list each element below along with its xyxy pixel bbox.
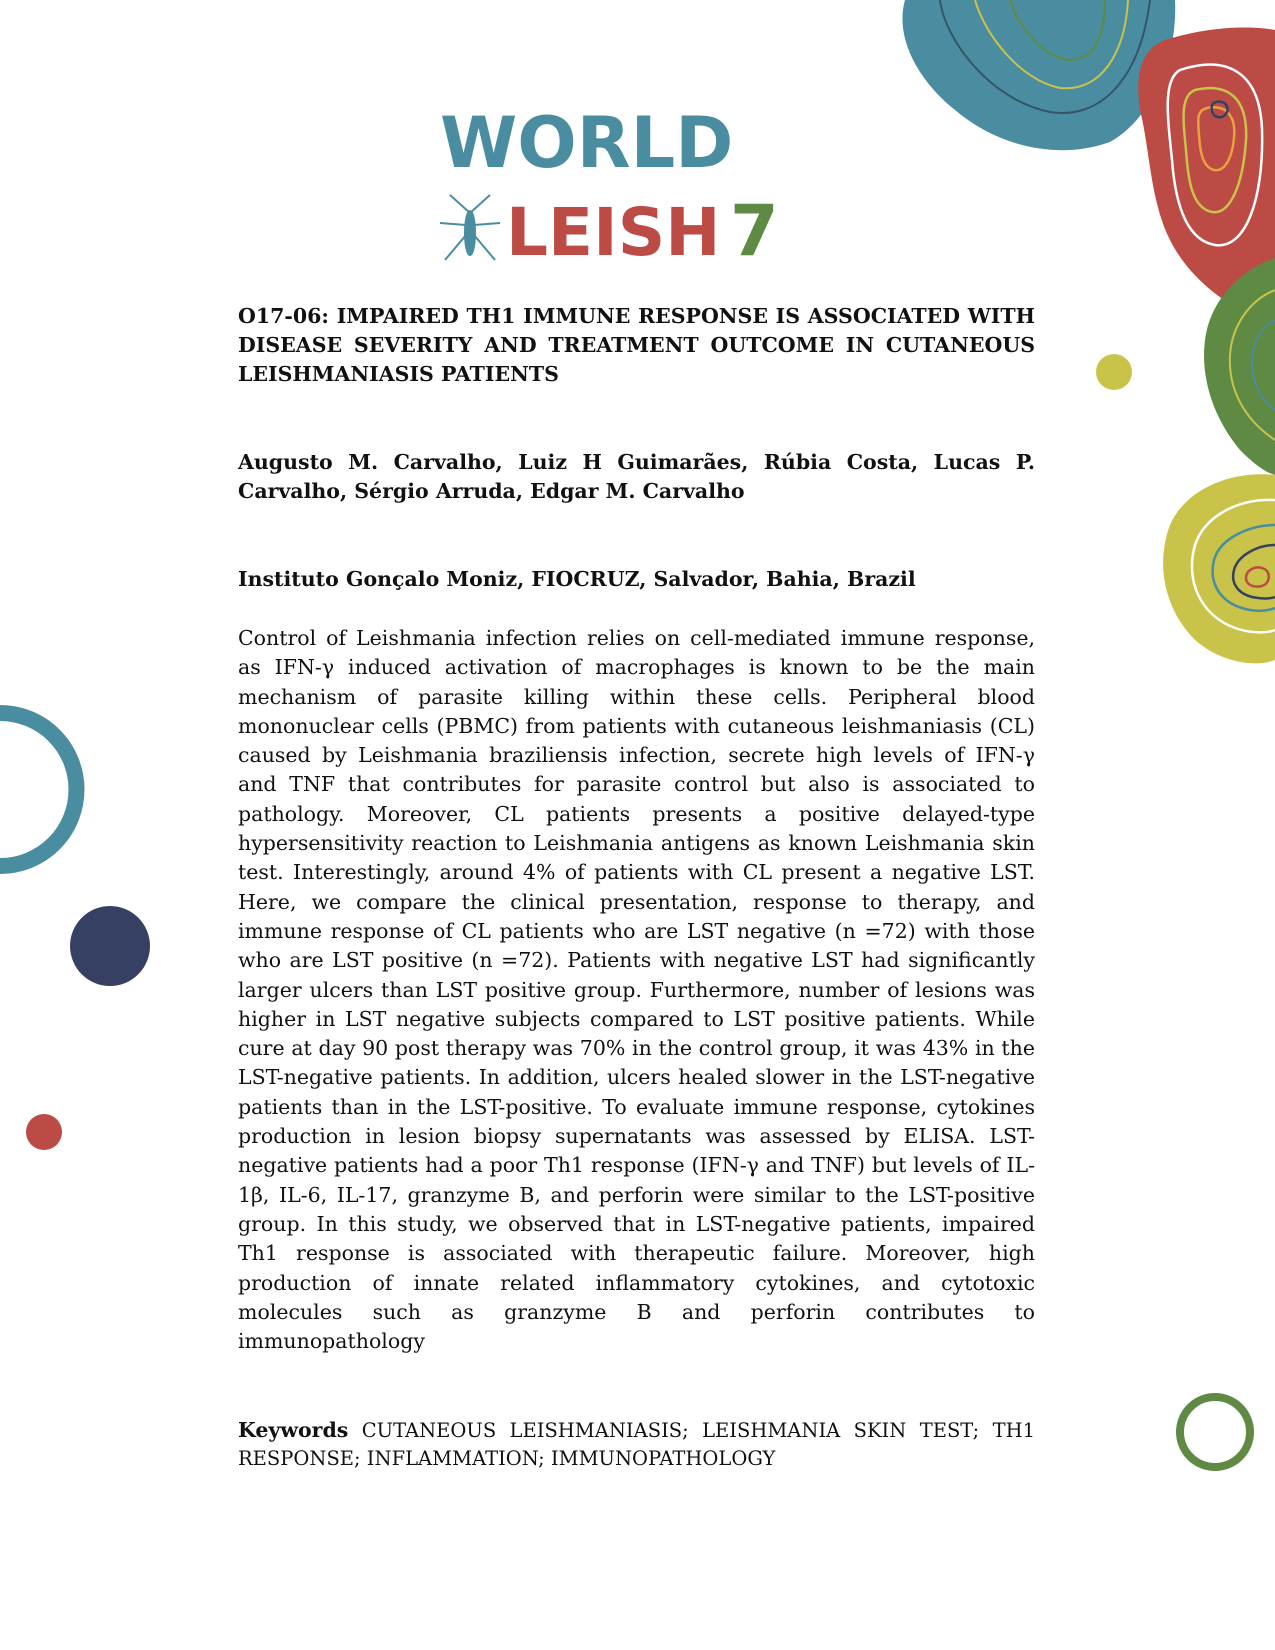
teal-ring-left: [0, 713, 77, 866]
affiliation: Instituto Gonçalo Moniz, FIOCRUZ, Salvador, Bahia, Brazil: [238, 567, 916, 591]
abstract-body: Control of Leishmania infection relies on cell-mediated immune response, as IFN-γ induced activation of macrophages is known to be the main mechanism of parasite killing within these cells. Peripheral blood mononuclear cells (PBMC) from patients with cutaneous leishmaniasis (CL) caused by Leishmania braziliensis infection, secrete high levels of IFN-γ and TNF that contributes for parasite control but also is associated to pathology. Moreover, CL patients presents a positive delayed-type hypersensitivity reaction to Leishmania antigens as known Leishmania skin test. Interestingly, around 4% of patients with CL present a negative LST. Here, we compare the clinical presentation, response to therapy, and immune response of CL patients who are LST negative (n =72) with those who are LST positive (n =72). Patients with negative LST had significantly larger ulcers than LST positive group. Furthermore, number of lesions was higher in LST negative subjects compared to LST positive patients. While cure at day 90 post therapy was 70% in the control group, it was 43% in the LST-negative patients. In addition, ulcers healed slower in the LST-negative patients than in the LST-positive. To evaluate immune response, cytokines production in lesion biopsy supernatants was assessed by ELISA. LST-negative patients had a poor Th1 response (IFN-γ and TNF) but levels of IL-1β, IL-6, IL-17, granzyme B, and perforin were similar to the LST-positive group. In this study, we observed that in LST-negative patients, impaired Th1 response is associated with therapeutic failure. Moreover, high production of innate related inflammatory cytokines, and cytotoxic molecules such as granzyme B and perforin contributes to immunopathology: [238, 626, 1035, 1354]
abstract-title: O17-06: IMPAIRED TH1 IMMUNE RESPONSE IS ASSOCIATED WITH DISEASE SEVERITY AND TREATMENT OUTCOME IN CUTANEOUS LEISHMANIASIS PATIENTS: [238, 304, 1035, 386]
mosquito-icon: [440, 195, 500, 260]
teal-contour-blob: [902, 0, 1175, 150]
logo-world-text: WORLD: [440, 102, 734, 184]
small-yellow-dot: [1096, 354, 1132, 390]
world-leish-logo: [440, 95, 840, 275]
logo-number-text: 7: [730, 190, 779, 272]
keywords-text: CUTANEOUS LEISHMANIASIS; LEISHMANIA SKIN TEST; TH1 RESPONSE; INFLAMMATION; IMMUNOPATHOLOGY: [238, 1419, 1035, 1470]
keywords-section: [238, 1416, 1035, 1473]
yellow-contour-blob: [1163, 474, 1275, 663]
author-list: Augusto M. Carvalho, Luiz H Guimarães, Rúbia Costa, Lucas P. Carvalho, Sérgio Arruda, Edgar M. Carvalho: [238, 450, 1035, 503]
navy-dot: [70, 906, 150, 986]
keywords-label: Keywords: [238, 1418, 349, 1442]
logo-leish-text: LEISH: [506, 194, 721, 271]
green-ring: [1180, 1397, 1250, 1467]
small-red-dot: [26, 1114, 62, 1150]
